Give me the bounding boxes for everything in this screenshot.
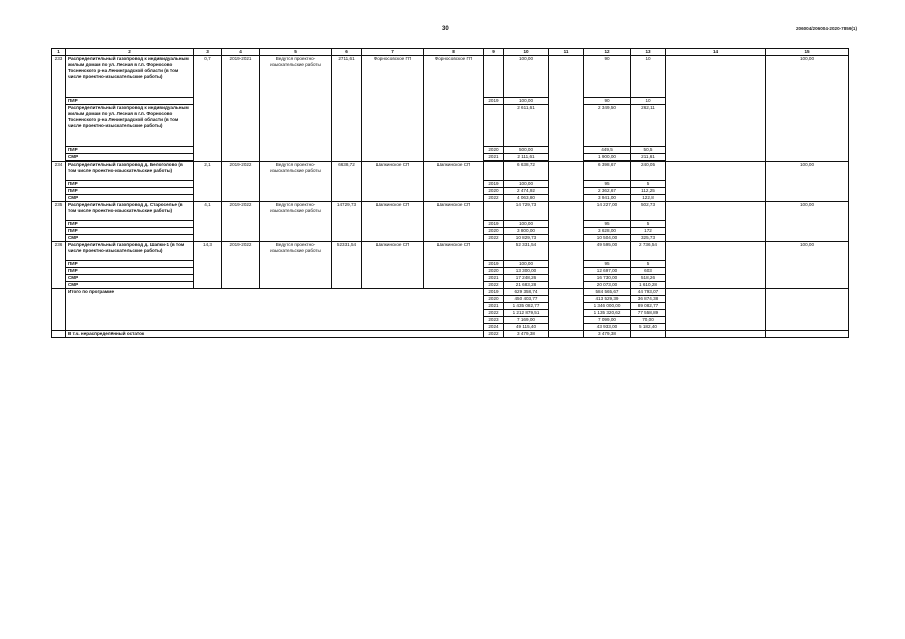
object-length: 2,1 — [194, 162, 222, 202]
object-status: Ведутся проектно-изыскательские работы — [260, 202, 332, 242]
year-local: 112,25 — [631, 188, 666, 195]
col-header: 15 — [766, 49, 849, 56]
unallocated-label: В т.ч. нераспределённый остаток — [66, 331, 484, 338]
year: 2019 — [484, 98, 504, 105]
year-local: 172 — [631, 228, 666, 235]
year-total: 3 479,38 — [504, 331, 549, 338]
year-local: 89 082,77 — [631, 303, 666, 310]
object-percent: 100,00 — [766, 202, 849, 242]
year-total: 1 212 879,51 — [504, 310, 549, 317]
year-local: 603 — [631, 268, 666, 275]
year-federal: 3 479,38 — [584, 331, 631, 338]
year-local: 10 — [631, 98, 666, 105]
year-total: 49 115,40 — [504, 324, 549, 331]
object-municipality: Форносовское ГП — [362, 56, 424, 162]
year-local: 50,5 — [631, 147, 666, 154]
object-cost: 52331,54 — [332, 242, 362, 289]
year-local: 5 — [631, 221, 666, 228]
col-header: 8 — [424, 49, 484, 56]
col-header: 3 — [194, 49, 222, 56]
object-cost: 2711,61 — [332, 56, 362, 162]
year-local: 325,73 — [631, 235, 666, 242]
object-name: Распределительный газопровод д. Белоголово (в том числе проектно-изыскательские работы) — [66, 162, 194, 181]
document-id: 206004/206004-2020-7859(1) — [795, 26, 857, 31]
work-type: ПИР — [66, 221, 194, 228]
year-total: 1 435 082,77 — [504, 303, 549, 310]
year-total: 450 403,77 — [504, 296, 549, 303]
object-local: 10 — [631, 56, 666, 98]
object-length: 0,7 — [194, 56, 222, 162]
year-federal: 12 697,00 — [584, 268, 631, 275]
year-local: 211,61 — [631, 154, 666, 161]
col-header: 7 — [362, 49, 424, 56]
table-row — [52, 162, 849, 181]
totals-label: Итого по программе — [66, 289, 484, 331]
totals-row — [52, 289, 849, 296]
year-federal: 584 565,67 — [584, 289, 631, 296]
work-type: СМР — [66, 154, 194, 161]
object-name: Распределительный газопровод д. Староселье (в том числе проектно-изыскательские работы) — [66, 202, 194, 221]
year-total: 629 358,74 — [504, 289, 549, 296]
object-local: 2 736,54 — [631, 242, 666, 261]
year-federal: 1 900,00 — [584, 154, 631, 161]
year-total: 100,00 — [504, 181, 549, 188]
unallocated-row — [52, 331, 849, 338]
year-federal: 10 504,00 — [584, 235, 631, 242]
year: 2022 — [484, 310, 504, 317]
object-period: 2019-2022 — [222, 242, 260, 289]
year-local: 5 182,40 — [631, 324, 666, 331]
year-federal: 16 730,00 — [584, 275, 631, 282]
object-local: 240,05 — [631, 162, 666, 181]
object-cost: 6638,72 — [332, 162, 362, 202]
year-federal: 43 933,00 — [584, 324, 631, 331]
object-federal: 90 — [584, 56, 631, 98]
work-type: ПИР — [66, 261, 194, 268]
year-local: 518,26 — [631, 275, 666, 282]
year-total: 3 800,00 — [504, 228, 549, 235]
object-percent: 100,00 — [766, 56, 849, 162]
year-federal: 413 529,39 — [584, 296, 631, 303]
work-type: ПИР — [66, 181, 194, 188]
year: 2021 — [484, 303, 504, 310]
object-federal: 49 595,00 — [584, 242, 631, 261]
year: 2023 — [484, 317, 504, 324]
year-total: 100,00 — [504, 261, 549, 268]
year-federal: 3 628,00 — [584, 228, 631, 235]
object-total: 52 331,54 — [504, 242, 549, 261]
year-local: 5 — [631, 261, 666, 268]
year: 2020 — [484, 188, 504, 195]
object-status: Ведутся проектно-изыскательские работы — [260, 56, 332, 162]
work-type: ПИР — [66, 188, 194, 195]
year-local: 36 874,38 — [631, 296, 666, 303]
col-header: 12 — [584, 49, 631, 56]
year-federal: 95 — [584, 221, 631, 228]
year-total: 17 248,26 — [504, 275, 549, 282]
year-federal: 7 099,00 — [584, 317, 631, 324]
object-federal: 6 398,67 — [584, 162, 631, 181]
object-customer: Шапкинское СП — [424, 202, 484, 242]
work-type: ПИР — [66, 98, 194, 105]
year-local: 1 610,28 — [631, 282, 666, 289]
object-period: 2019-2021 — [222, 56, 260, 162]
object-percent: 100,00 — [766, 162, 849, 202]
object-percent: 100,00 — [766, 242, 849, 289]
table-row — [52, 242, 849, 261]
page-number: 30 — [442, 26, 449, 32]
year-total: 13 300,00 — [504, 268, 549, 275]
year-federal: 449,5 — [584, 147, 631, 154]
year-federal: 1 135 320,62 — [584, 310, 631, 317]
col-header: 1 — [52, 49, 66, 56]
year-local: 44 793,07 — [631, 289, 666, 296]
col-header: 14 — [666, 49, 766, 56]
work-type: СМР — [66, 235, 194, 242]
year: 2022 — [484, 235, 504, 242]
object-cost: 14729,73 — [332, 202, 362, 242]
sub-local: 262,11 — [631, 105, 666, 147]
work-type: ПИР — [66, 228, 194, 235]
table-row — [52, 202, 849, 221]
column-number-row — [52, 49, 849, 56]
object-number: 233 — [52, 56, 66, 162]
program-table — [51, 48, 849, 338]
year-local: 5 — [631, 181, 666, 188]
col-header: 10 — [504, 49, 549, 56]
year: 2020 — [484, 296, 504, 303]
object-period: 2019-2022 — [222, 162, 260, 202]
year: 2019 — [484, 221, 504, 228]
object-local: 502,73 — [631, 202, 666, 221]
year: 2021 — [484, 275, 504, 282]
year: 2022 — [484, 195, 504, 202]
object-total: 14 729,73 — [504, 202, 549, 221]
object-total: 100,00 — [504, 56, 549, 98]
year: 2022 — [484, 331, 504, 338]
year: 2024 — [484, 324, 504, 331]
year-total: 21 683,28 — [504, 282, 549, 289]
year-total: 7 169,00 — [504, 317, 549, 324]
year-total: 100,00 — [504, 98, 549, 105]
object-customer: Шапкинское СП — [424, 242, 484, 289]
work-type: СМР — [66, 275, 194, 282]
year-total: 100,00 — [504, 221, 549, 228]
year: 2021 — [484, 154, 504, 161]
year-federal: 90 — [584, 98, 631, 105]
object-name: Распределительный газопровод к индивидуальным жилым домам по ул. Лесная в г.п. Форносово Тосненского р-на Ленинградской области (в том числе проектно-изыскательские работы) — [66, 56, 194, 98]
col-header: 4 — [222, 49, 260, 56]
sub-object-name: Распределительный газопровод к индивидуальным жилым домам по ул. Лесная в г.п. Форносово Тосненского р-на Ленинградской области (в том числе проектно-изыскательские работы) — [66, 105, 194, 147]
sub-federal: 2 349,50 — [584, 105, 631, 147]
year-federal: 1 346 000,00 — [584, 303, 631, 310]
object-length: 14,3 — [194, 242, 222, 289]
col-header: 2 — [66, 49, 194, 56]
object-total: 6 638,72 — [504, 162, 549, 181]
work-type: СМР — [66, 282, 194, 289]
year: 2019 — [484, 261, 504, 268]
object-customer: Форносовское ГП — [424, 56, 484, 162]
sub-total: 2 611,61 — [504, 105, 549, 147]
col-header: 5 — [260, 49, 332, 56]
year: 2019 — [484, 289, 504, 296]
work-type: ПИР — [66, 268, 194, 275]
year: 2020 — [484, 228, 504, 235]
col-header: 11 — [549, 49, 584, 56]
object-number: 235 — [52, 202, 66, 242]
year-federal: 20 073,00 — [584, 282, 631, 289]
year: 2020 — [484, 147, 504, 154]
year-federal: 3 941,00 — [584, 195, 631, 202]
year-local: 122,8 — [631, 195, 666, 202]
year-total: 4 063,80 — [504, 195, 549, 202]
year-federal: 2 362,67 — [584, 188, 631, 195]
object-name: Распределительный газопровод д. Шапки-1 (в том числе проектно-изыскательские работы) — [66, 242, 194, 261]
object-length: 4,1 — [194, 202, 222, 242]
year: 2020 — [484, 268, 504, 275]
year-federal: 95 — [584, 181, 631, 188]
object-federal: 14 227,00 — [584, 202, 631, 221]
year-local: 77 558,89 — [631, 310, 666, 317]
object-number: 234 — [52, 162, 66, 202]
object-status: Ведутся проектно-изыскательские работы — [260, 242, 332, 289]
year-total: 2 111,61 — [504, 154, 549, 161]
year-total: 2 474,92 — [504, 188, 549, 195]
year: 2019 — [484, 181, 504, 188]
table-row — [52, 56, 849, 98]
col-header: 6 — [332, 49, 362, 56]
col-header: 9 — [484, 49, 504, 56]
object-period: 2019-2022 — [222, 202, 260, 242]
object-customer: Шапкинское СП — [424, 162, 484, 202]
year-total: 500,00 — [504, 147, 549, 154]
object-municipality: Шапкинское СП — [362, 202, 424, 242]
object-municipality: Шапкинское СП — [362, 162, 424, 202]
work-type: СМР — [66, 195, 194, 202]
col-header: 13 — [631, 49, 666, 56]
object-municipality: Шапкинское СП — [362, 242, 424, 289]
object-number: 236 — [52, 242, 66, 289]
object-status: Ведутся проектно-изыскательские работы — [260, 162, 332, 202]
work-type: ПИР — [66, 147, 194, 154]
year-total: 10 829,73 — [504, 235, 549, 242]
year-local: 70,00 — [631, 317, 666, 324]
year-federal: 95 — [584, 261, 631, 268]
year: 2022 — [484, 282, 504, 289]
